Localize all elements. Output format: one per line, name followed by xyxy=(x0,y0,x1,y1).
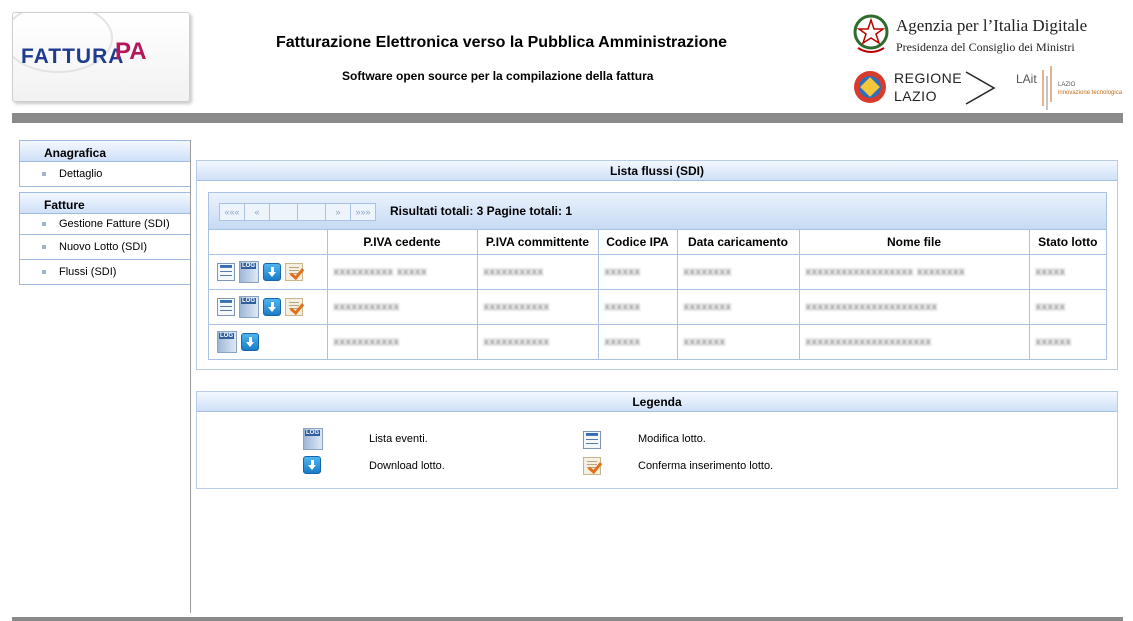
logo-text-fattura: FATTURA xyxy=(21,45,125,68)
table-row xyxy=(209,324,1106,359)
agid-logo xyxy=(852,12,1122,57)
cell-data-caricamento: xxxxxxx xyxy=(677,324,799,359)
cell-codice-ipa: xxxxxx xyxy=(598,289,677,324)
bullet-icon xyxy=(42,172,46,176)
lait-subtitle-lazio: LAZIO xyxy=(1058,82,1076,88)
cell-data-caricamento: xxxxxxxx xyxy=(677,254,799,289)
sidebar-item-nuovo-lotto[interactable] xyxy=(19,235,191,260)
sidebar-nav xyxy=(19,140,191,285)
download-icon xyxy=(303,456,321,474)
edit-list-icon[interactable] xyxy=(217,298,235,316)
download-icon[interactable] xyxy=(263,263,281,281)
lait-bars-decoration xyxy=(1040,66,1056,110)
sidebar-item-label: Gestione Fatture (SDI) xyxy=(59,218,170,230)
confirm-checklist-icon[interactable] xyxy=(285,298,303,316)
cell-stato-lotto: xxxxx xyxy=(1029,254,1106,289)
legenda-panel xyxy=(196,391,1118,489)
sidebar-section-anagrafica: Anagrafica xyxy=(19,140,191,162)
region-chevron-decoration xyxy=(964,70,998,106)
regione-lazio-emblem-icon xyxy=(852,68,888,106)
column-header-stato-lotto[interactable]: Stato lotto xyxy=(1029,230,1106,254)
download-icon[interactable] xyxy=(263,298,281,316)
agency-name: Agenzia per l’Italia Digitale xyxy=(896,16,1088,35)
legenda-title: Legenda xyxy=(197,392,1117,412)
header-separator-bar xyxy=(12,113,1123,123)
cell-piva-committente: xxxxxxxxxxx xyxy=(477,289,598,324)
bullet-icon xyxy=(42,270,46,274)
pager-prev-button[interactable]: « xyxy=(244,203,270,221)
agency-subtitle: Presidenza del Consiglio dei Ministri xyxy=(896,40,1075,54)
cell-piva-committente: xxxxxxxxxx xyxy=(477,254,598,289)
column-header-piva-committente[interactable]: P.IVA committente xyxy=(477,230,598,254)
row-actions xyxy=(209,324,327,359)
footer-bar xyxy=(12,617,1123,621)
fatturapa-logo xyxy=(12,12,190,102)
edit-list-icon[interactable] xyxy=(217,263,235,281)
pager-last-button[interactable]: »»» xyxy=(350,203,376,221)
sidebar-item-label: Flussi (SDI) xyxy=(59,266,117,278)
regione-lazio-logo xyxy=(852,68,1002,108)
column-header-nome-file[interactable]: Nome file xyxy=(799,230,1029,254)
row-actions xyxy=(209,289,327,324)
lista-flussi-panel xyxy=(196,160,1118,370)
sidebar-item-label: Dettaglio xyxy=(59,168,103,180)
log-file-icon[interactable] xyxy=(239,261,259,283)
cell-piva-cedente: xxxxxxxxxx xxxxx xyxy=(327,254,477,289)
legend-lista-eventi: Lista eventi. xyxy=(369,433,428,445)
legend-download-lotto: Download lotto. xyxy=(369,460,445,472)
lait-logo xyxy=(1014,66,1124,110)
confirm-checklist-icon[interactable] xyxy=(285,263,303,281)
cell-stato-lotto: xxxxxx xyxy=(1035,335,1072,348)
flussi-table-container xyxy=(208,192,1107,360)
sidebar-item-label: Nuovo Lotto (SDI) xyxy=(59,241,148,253)
pager-bar xyxy=(209,193,1106,230)
cell-nome-file: xxxxxxxxxxxxxxxxxxxxx xyxy=(799,324,1029,359)
cell-data-caricamento: xxxxxxxx xyxy=(677,289,799,324)
cell-stato-lotto: xxxxx xyxy=(1029,289,1106,324)
sidebar-divider xyxy=(190,140,191,613)
log-file-icon xyxy=(303,428,323,450)
cell-nome-file: xxxxxxxxxxxxxxxxxx xxxxxxxx xyxy=(799,254,1029,289)
download-icon[interactable] xyxy=(241,333,259,351)
lait-word: LAit xyxy=(1016,72,1037,86)
legend-conferma-lotto: Conferma inserimento lotto. xyxy=(638,460,774,472)
logo-text-pa: PA xyxy=(115,38,147,65)
sidebar-item-flussi[interactable] xyxy=(19,260,191,285)
pager-next-button[interactable]: » xyxy=(325,203,351,221)
cell-nome-file: xxxxxxxxxxxxxxxxxxxxxx xyxy=(799,289,1029,324)
pager-page-slot xyxy=(297,203,326,221)
table-row xyxy=(209,254,1106,289)
table-header-row xyxy=(209,230,1106,254)
bullet-icon xyxy=(42,222,46,226)
legend-modifica-lotto: Modifica lotto. xyxy=(638,433,706,445)
sidebar-section-fatture: Fatture xyxy=(19,192,191,214)
region-word-regione: REGIONE xyxy=(894,70,963,86)
pager xyxy=(219,203,375,221)
edit-list-icon xyxy=(583,431,601,449)
lait-subtitle-innovazione: innovazione tecnologica xyxy=(1058,90,1123,96)
italian-republic-emblem-icon xyxy=(852,12,890,54)
cell-codice-ipa: xxxxxx xyxy=(598,324,677,359)
region-word-lazio: LAZIO xyxy=(894,88,937,104)
confirm-checklist-icon xyxy=(583,457,601,475)
page-title: Fatturazione Elettronica verso la Pubblica Amministrazione xyxy=(276,34,728,51)
bullet-icon xyxy=(42,245,46,249)
sidebar-item-dettaglio[interactable] xyxy=(19,162,191,187)
log-file-icon[interactable] xyxy=(239,296,259,318)
pager-page-slot xyxy=(269,203,298,221)
cell-codice-ipa: xxxxxx xyxy=(598,254,677,289)
flussi-table xyxy=(209,230,1106,359)
cell-piva-cedente: xxxxxxxxxxx xyxy=(327,324,477,359)
row-actions xyxy=(209,254,327,289)
cell-piva-cedente: xxxxxxxxxxx xyxy=(327,289,477,324)
page-subtitle: Software open source per la compilazione della fattura xyxy=(342,69,654,83)
pager-totals: Risultati totali: 3 Pagine totali: 1 xyxy=(390,204,573,218)
column-header-actions xyxy=(209,230,327,254)
column-header-codice-ipa[interactable]: Codice IPA xyxy=(598,230,677,254)
sidebar-item-gestione-fatture[interactable] xyxy=(19,214,191,235)
column-header-data-caricamento[interactable]: Data caricamento xyxy=(677,230,799,254)
lista-flussi-title: Lista flussi (SDI) xyxy=(197,161,1117,181)
column-header-piva-cedente[interactable]: P.IVA cedente xyxy=(327,230,477,254)
table-row xyxy=(209,289,1106,324)
cell-piva-committente: xxxxxxxxxxx xyxy=(477,324,598,359)
app-header xyxy=(0,0,1133,112)
pager-first-button[interactable]: ««« xyxy=(219,203,245,221)
log-file-icon[interactable] xyxy=(217,331,237,353)
